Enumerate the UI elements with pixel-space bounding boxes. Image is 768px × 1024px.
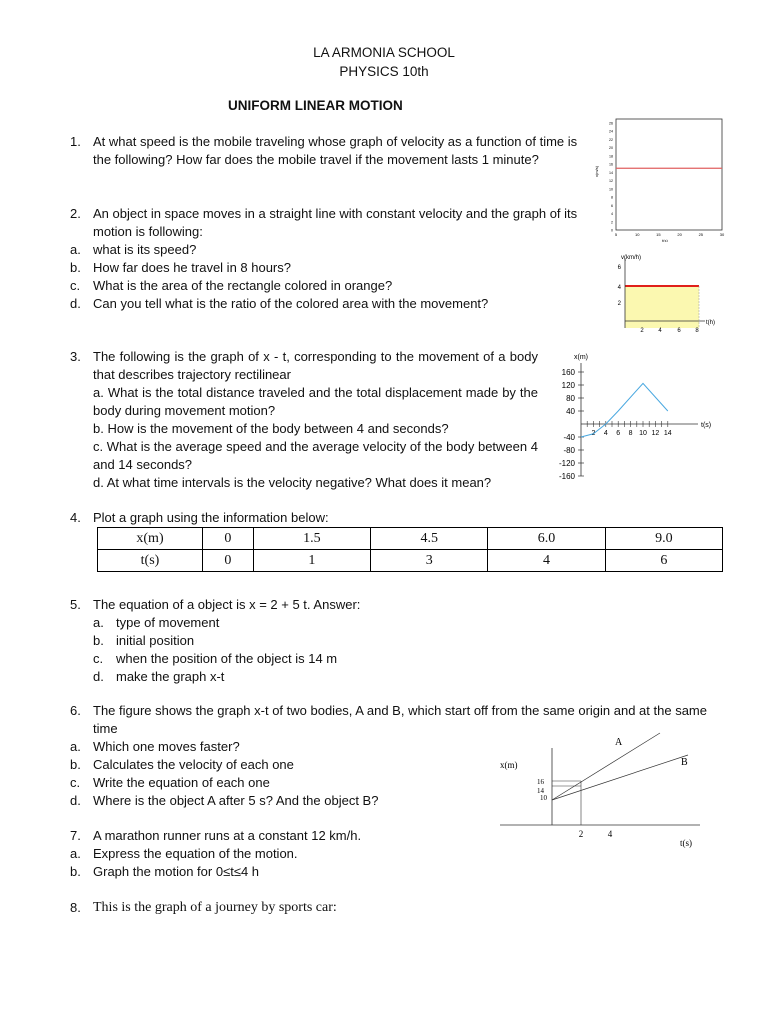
question-text: The figure shows the graph x-t of two bodies, A and B, which start off from the same origin and at the same time — [93, 703, 707, 736]
y-tick: 160 — [561, 368, 575, 377]
y-axis-label: v(m/s) — [594, 165, 599, 177]
line-a — [552, 733, 660, 800]
q7-item-a: a. Express the equation of the motion. — [70, 846, 298, 861]
y-tick: 40 — [566, 407, 575, 416]
table-cell: 4.5 — [371, 528, 488, 550]
velocity-time-graph — [590, 112, 730, 242]
y-tick: -160 — [558, 472, 575, 480]
x-axis-label: t(s) — [662, 238, 668, 242]
y-axis-label: x(m) — [500, 760, 518, 770]
q3-item-b: b. How is the movement of the body between 4 and seconds? — [93, 421, 449, 436]
x-tick: 15 — [656, 232, 661, 237]
table-cell: 3 — [371, 550, 488, 572]
question-text: The following is the graph of x - t, corresponding to the movement of a body that describes trajectory rectilinear — [93, 349, 538, 382]
table-row — [98, 528, 723, 550]
question-text: A marathon runner runs at a constant 12 km/h. — [93, 828, 362, 843]
orange-rectangle — [625, 286, 699, 328]
question-7 — [70, 827, 585, 845]
question-4 — [70, 509, 585, 527]
y-tick: 26 — [609, 121, 613, 126]
question-number: 3. — [70, 349, 81, 364]
q5-item-c: c. when the position of the object is 14 m — [93, 651, 338, 666]
y-tick: 20 — [609, 146, 613, 151]
x-tick: 6 — [616, 430, 621, 437]
q6-item-b: b. Calculates the velocity of each one — [70, 757, 294, 772]
question-number: 1. — [70, 134, 81, 149]
page-title: UNIFORM LINEAR MOTION — [228, 98, 403, 113]
x-tick: 8 — [695, 328, 699, 334]
question-number: 4. — [70, 510, 81, 525]
question-number: 8. — [70, 900, 81, 915]
q3-item-c: c. What is the average speed and the average velocity of the body between 4 and 14 seconds? — [93, 439, 538, 472]
y-tick: 14 — [609, 170, 613, 175]
q6-item-a: a. Which one moves faster? — [70, 739, 240, 754]
x-tick: 12 — [651, 430, 660, 437]
label-a: A — [615, 737, 623, 748]
table-cell: 6 — [605, 550, 722, 572]
table-cell: x(m) — [98, 528, 203, 550]
x-tick: 30 — [719, 232, 725, 237]
y-tick: 120 — [561, 381, 575, 390]
question-text: The equation of a object is x = 2 + 5 t. Answer: — [93, 597, 361, 612]
q3-item-a: a. What is the total distance traveled and the total displacement made by the body during movement motion? — [93, 385, 538, 418]
table-cell: 1 — [253, 550, 370, 572]
x-tick: 20 — [677, 232, 682, 237]
position-time-graph — [548, 348, 728, 480]
x-tick: 25 — [698, 232, 704, 237]
question-text: Plot a graph using the information below: — [93, 510, 329, 525]
q6-item-d: d. Where is the object A after 5 s? And the object B? — [70, 793, 379, 808]
question-5 — [70, 596, 585, 614]
y-tick: 8 — [611, 195, 613, 200]
question-number: 2. — [70, 206, 81, 221]
x-tick: 4 — [603, 430, 608, 437]
y-tick: 10 — [540, 794, 547, 802]
y-tick: 2 — [617, 301, 621, 307]
question-number: 7. — [70, 828, 81, 843]
q5-item-d: d. make the graph x-t — [93, 669, 225, 684]
y-tick: 16 — [609, 162, 613, 167]
y-tick: -40 — [563, 433, 575, 442]
y-tick: 6 — [617, 265, 621, 271]
data-table — [97, 527, 723, 572]
y-tick: 80 — [566, 394, 575, 403]
table-cell: 0 — [203, 528, 254, 550]
y-axis-label: v(km/h) — [621, 255, 641, 261]
label-b: B — [681, 757, 688, 768]
y-tick: 4 — [617, 285, 621, 291]
question-text: This is the graph of a journey by sports car: — [93, 900, 337, 915]
x-tick: 10 — [639, 430, 647, 437]
question-8 — [70, 899, 585, 917]
x-axis-label: t(h) — [706, 320, 715, 326]
q5-item-a: a. type of movement — [93, 615, 220, 630]
y-tick: 6 — [611, 203, 613, 208]
table-cell: 0 — [203, 550, 254, 572]
y-tick: 0 — [611, 228, 613, 233]
question-3 — [70, 348, 538, 492]
question-text: An object in space moves in a straight line with constant velocity and the graph of its motion is following: — [93, 206, 578, 239]
velocity-area-graph — [605, 248, 735, 340]
q2-item-d: d. Can you tell what is the ratio of the colored area with the movement? — [70, 296, 489, 311]
school-name: LA ARMONIA SCHOOL — [313, 45, 455, 60]
y-tick: -120 — [558, 459, 575, 468]
x-tick: 4 — [607, 829, 613, 839]
position-line — [581, 383, 668, 437]
y-tick: 2 — [611, 220, 613, 225]
table-row — [98, 550, 723, 572]
x-tick: 2 — [640, 328, 644, 334]
q2-item-c: c. What is the area of the rectangle colored in orange? — [70, 278, 393, 293]
q7-item-b: b. Graph the motion for 0≤t≤4 h — [70, 864, 260, 879]
y-tick: 12 — [609, 179, 613, 184]
x-tick: 5 — [614, 232, 618, 237]
q5-item-b: b. initial position — [93, 633, 195, 648]
x-tick: 8 — [628, 430, 633, 437]
x-tick: 4 — [658, 328, 662, 334]
table-cell: t(s) — [98, 550, 203, 572]
table-cell: 9.0 — [605, 528, 722, 550]
question-number: 6. — [70, 703, 81, 718]
x-tick: 2 — [578, 829, 584, 839]
question-number: 5. — [70, 597, 81, 612]
y-tick: 16 — [537, 778, 544, 786]
q6-item-c: c. Write the equation of each one — [70, 775, 270, 790]
y-tick: 4 — [611, 212, 613, 217]
x-tick: 14 — [663, 430, 672, 437]
q2-item-a: a. what is its speed? — [70, 242, 197, 257]
course-name: PHYSICS 10th — [339, 64, 429, 79]
y-tick: 24 — [609, 129, 613, 134]
table-cell: 6.0 — [488, 528, 605, 550]
q2-item-b: b. How far does he travel in 8 hours? — [70, 260, 291, 275]
q3-item-d: d. At what time intervals is the velocity negative? What does it mean? — [93, 475, 492, 490]
x-tick: 6 — [677, 328, 681, 334]
question-2 — [70, 205, 585, 241]
table-cell: 4 — [488, 550, 605, 572]
question-1 — [70, 133, 585, 169]
line-b — [552, 755, 688, 800]
x-axis-label: t(s) — [701, 422, 712, 429]
y-tick: -80 — [563, 446, 575, 455]
y-tick: 10 — [609, 187, 613, 192]
x-tick: 2 — [591, 430, 596, 437]
table-cell: 1.5 — [253, 528, 370, 550]
question-text: At what speed is the mobile traveling whose graph of velocity as a function of time is the following? How far does the mobile travel if the movement lasts 1 minute? — [93, 134, 578, 167]
y-tick: 18 — [609, 154, 613, 159]
x-tick: 10 — [634, 232, 640, 237]
y-axis-label: x(m) — [574, 354, 588, 361]
x-axis-label: t(s) — [680, 838, 692, 848]
y-tick: 14 — [537, 787, 544, 795]
y-tick: 22 — [609, 137, 613, 142]
